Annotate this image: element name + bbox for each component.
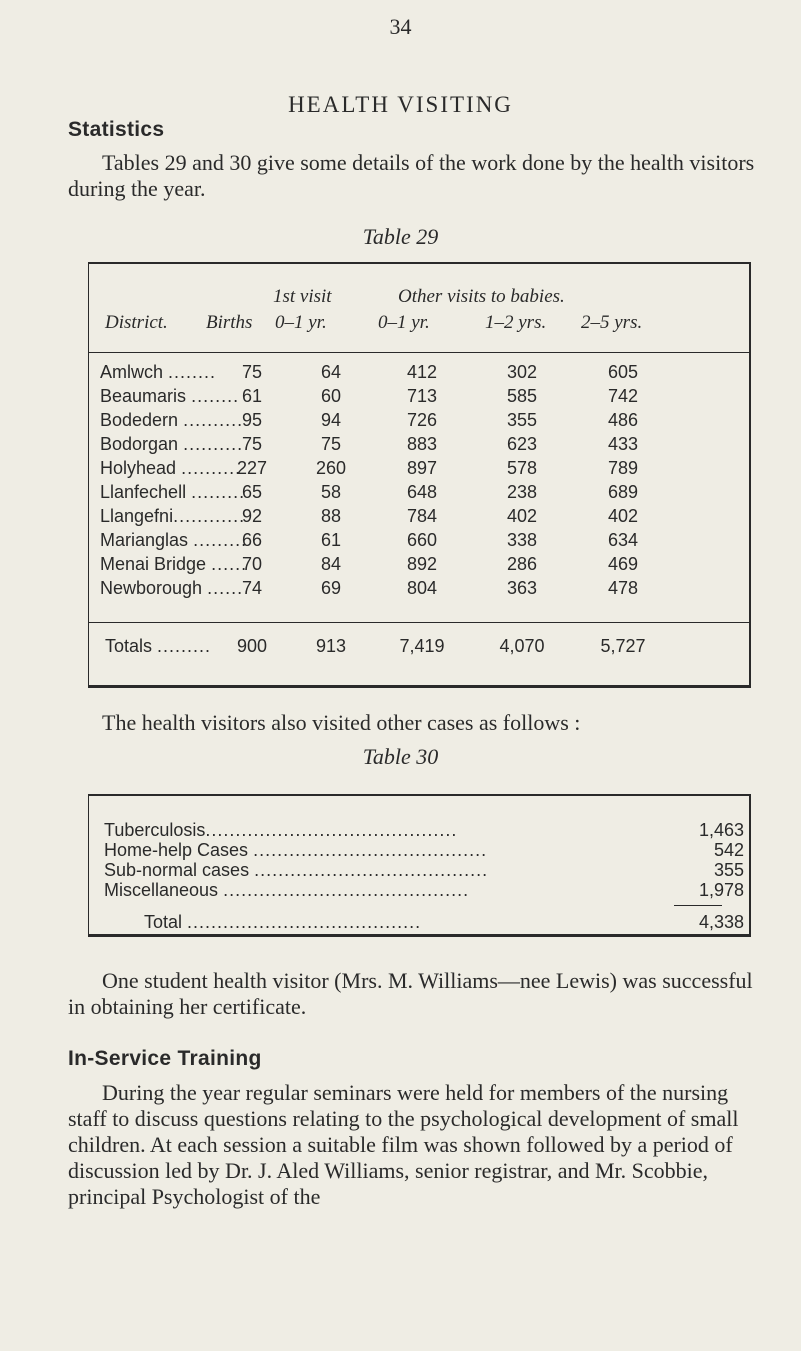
header-births: Births — [206, 312, 253, 333]
statistics-heading: Statistics — [68, 118, 165, 141]
statistics-intro: Tables 29 and 30 give some details of the work done by the health visitors during the year. — [68, 150, 755, 201]
page-title: HEALTH VISITING — [288, 92, 513, 117]
table-row: Llanfechell ......... 65 58 648 238 689 — [100, 482, 639, 502]
table-row: Bodedern .......... 95 94 726 355 486 — [100, 410, 639, 430]
table-row: Amlwch ........ 75 64 412 302 605 — [100, 362, 639, 382]
table-30 — [88, 794, 751, 937]
list-item: Sub-normal cases ....................................... 355 — [104, 860, 744, 880]
header-age-0-1: 0–1 yr. — [378, 312, 430, 333]
table-row: Llangefni............ 92 88 784 402 402 — [100, 506, 639, 526]
table-29 — [88, 262, 751, 688]
list-item: Miscellaneous ......................................... 1,978 — [104, 880, 744, 900]
table29-caption: Table 29 — [362, 224, 439, 249]
table30-caption: Table 30 — [362, 744, 439, 769]
table-row: Holyhead .......... 227 260 897 578 789 — [100, 458, 639, 478]
other-cases-text: The health visitors also visited other cases as follows : — [102, 710, 581, 735]
header-first-visit: 1st visit — [273, 286, 332, 307]
table-row: Bodorgan .......... 75 75 883 623 433 — [100, 434, 639, 454]
header-age-2-5: 2–5 yrs. — [581, 312, 643, 333]
header-other-visits: Other visits to babies. — [398, 286, 565, 307]
table-29-body — [89, 352, 749, 623]
total-row: Total ....................................... 4,338 — [144, 912, 744, 932]
page-number: 34 — [389, 14, 412, 39]
header-age-1-2: 1–2 yrs. — [485, 312, 547, 333]
list-item: Tuberculosis.......................................... 1,463 — [104, 820, 744, 840]
total-rule — [674, 905, 722, 906]
student-text: One student health visitor (Mrs. M. Williams—nee Lewis) was successful in obtaining her certificate. — [68, 968, 753, 1019]
table-29-header — [89, 264, 749, 353]
table-row: Newborough ...... 74 69 804 363 478 — [100, 578, 639, 598]
list-item: Home-help Cases ....................................... 542 — [104, 840, 744, 860]
table-row: Beaumaris ........ 61 60 713 585 742 — [100, 386, 639, 406]
in-service-text: During the year regular seminars were held for members of the nursing staff to discuss questions relating to the psychological development of small children. At each session a suitable film was shown followed by a period of discussion led by Dr. J. Aled Williams, senior registrar, and Mr. Scobbie, principal Psychologist of the — [68, 1080, 739, 1209]
header-first-visit-age: 0–1 yr. — [275, 312, 327, 333]
table-row: Marianglas ......... 66 61 660 338 634 — [100, 530, 639, 550]
in-service-heading: In-Service Training — [68, 1047, 262, 1070]
table-row: Menai Bridge ...... 70 84 892 286 469 — [100, 554, 639, 574]
totals-row: Totals ......... 900 913 7,419 4,070 5,727 — [105, 636, 646, 656]
header-district: District. — [105, 312, 168, 333]
